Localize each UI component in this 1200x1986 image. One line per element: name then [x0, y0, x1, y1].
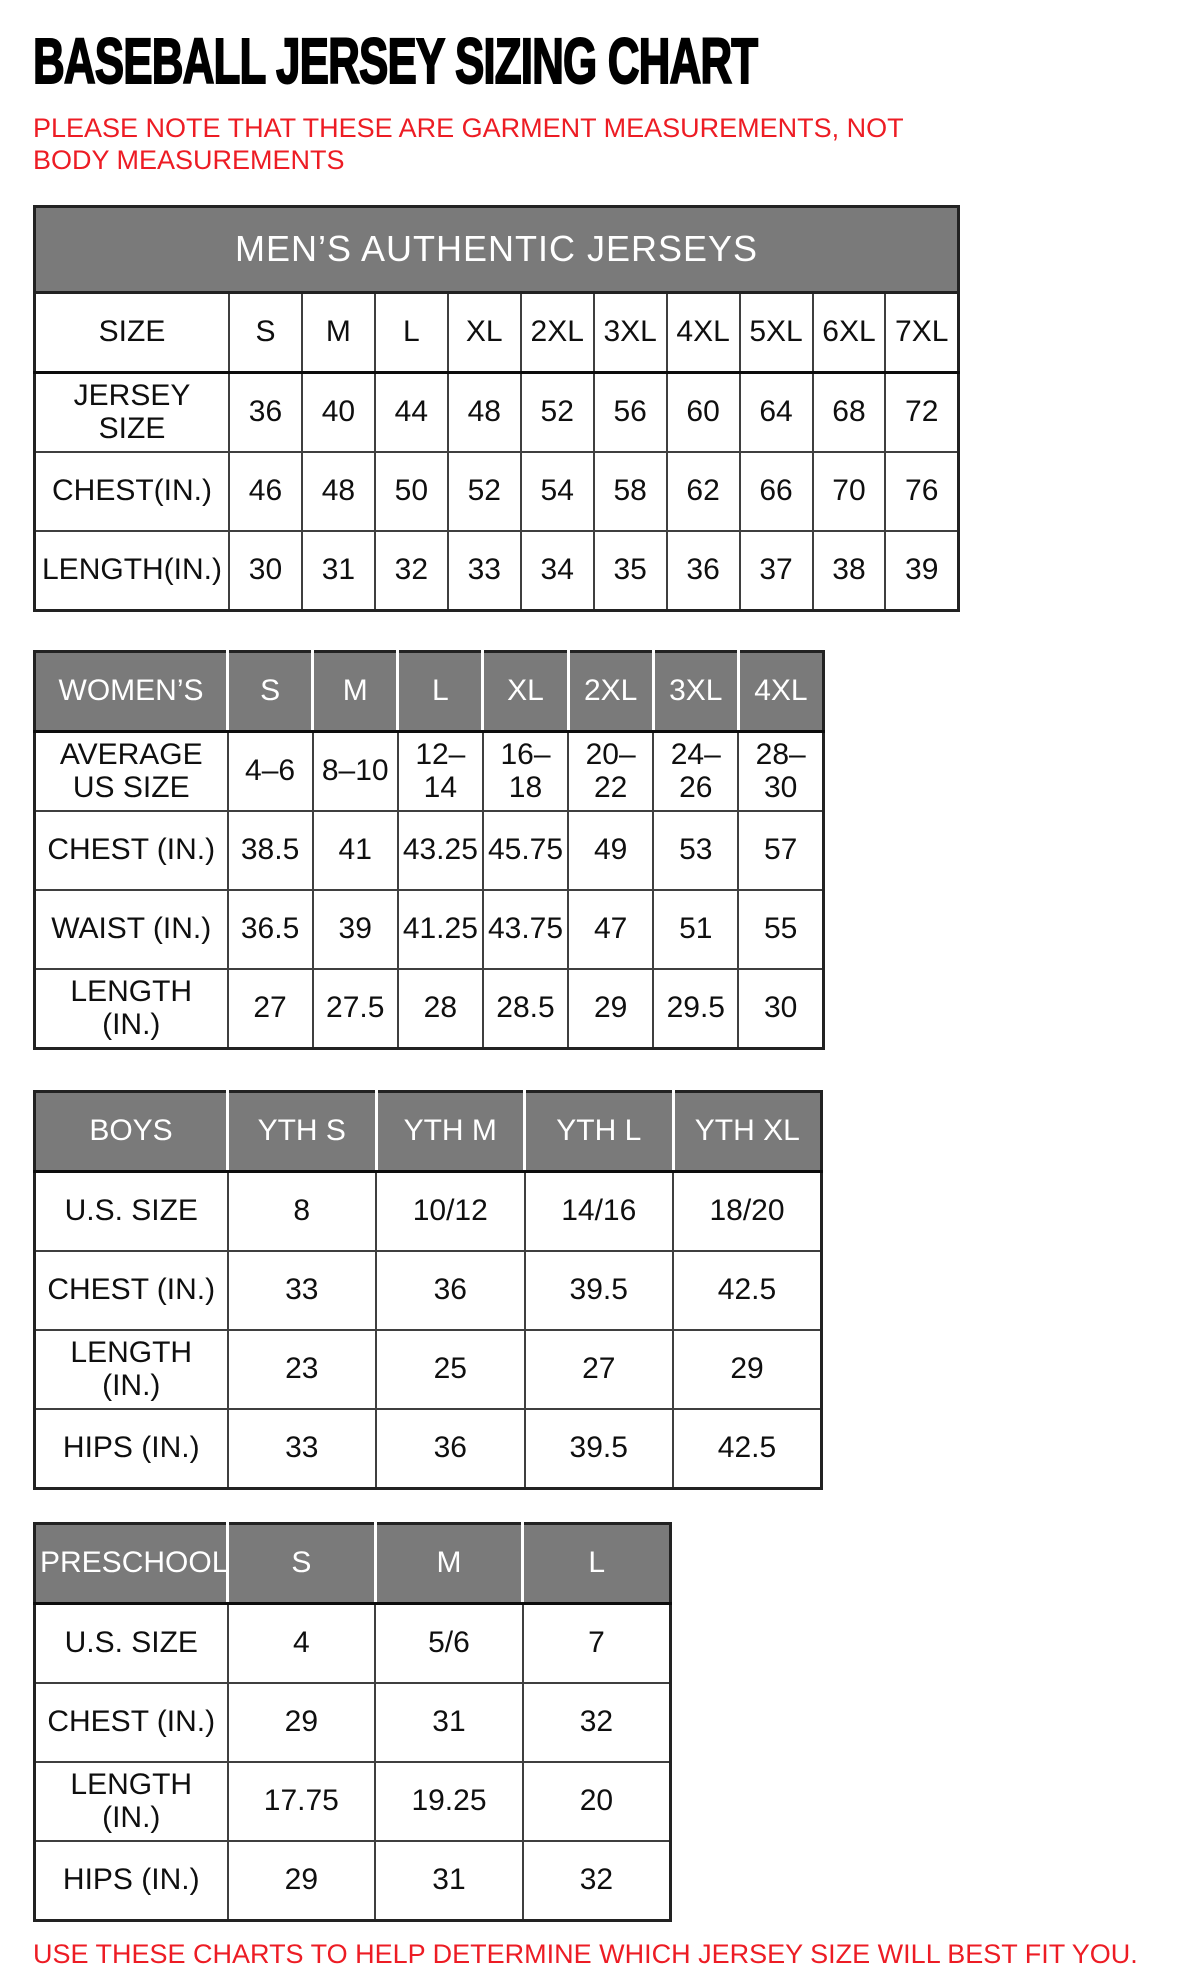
row-label-cell: CHEST (IN.) — [35, 811, 228, 890]
column-header-cell: YTH M — [376, 1091, 525, 1171]
size-value-cell: 28.5 — [483, 969, 568, 1049]
size-value-cell: 32 — [523, 1841, 671, 1921]
size-value-cell: 32 — [375, 531, 448, 611]
preschool-jerseys-section — [33, 1522, 672, 1922]
size-value-cell: 33 — [448, 531, 521, 611]
size-value-cell: 39.5 — [525, 1409, 674, 1489]
size-value-cell: 33 — [228, 1409, 377, 1489]
column-header-cell: YTH S — [228, 1091, 377, 1171]
size-value-cell: 62 — [667, 452, 740, 531]
size-value-cell: 31 — [375, 1683, 523, 1762]
mens-sizing-table — [33, 291, 960, 612]
size-value-cell: 29 — [228, 1683, 376, 1762]
table-row — [35, 1841, 671, 1921]
column-header-cell: L — [375, 292, 448, 372]
size-value-cell: 45.75 — [483, 811, 568, 890]
size-value-cell: 36.5 — [228, 890, 313, 969]
size-value-cell: 31 — [375, 1841, 523, 1921]
size-value-cell: 5/6 — [375, 1603, 523, 1683]
row-label-cell: LENGTH (IN.) — [35, 1762, 228, 1841]
column-header-cell: 4XL — [738, 651, 823, 731]
size-value-cell: 60 — [667, 372, 740, 452]
column-header-cell: 3XL — [653, 651, 738, 731]
size-value-cell: 32 — [523, 1683, 671, 1762]
size-value-cell: 12–14 — [398, 731, 483, 811]
column-header-cell: M — [313, 651, 398, 731]
boys-jerseys-section — [33, 1090, 823, 1490]
womens-sizing-table — [33, 650, 825, 1050]
size-value-cell: 53 — [653, 811, 738, 890]
column-header-cell: S — [228, 1523, 376, 1603]
size-value-cell: 38.5 — [228, 811, 313, 890]
row-label-cell: JERSEY SIZE — [35, 372, 230, 452]
header-row — [35, 1091, 822, 1171]
size-value-cell: 36 — [667, 531, 740, 611]
table-corner-label: BOYS — [35, 1091, 228, 1171]
column-header-cell: XL — [448, 292, 521, 372]
size-value-cell: 8–10 — [313, 731, 398, 811]
size-value-cell: 35 — [594, 531, 667, 611]
column-header-cell: YTH L — [525, 1091, 674, 1171]
row-label-cell: LENGTH(IN.) — [35, 531, 230, 611]
column-header-cell: L — [398, 651, 483, 731]
column-header-cell: 5XL — [740, 292, 813, 372]
row-label-cell: CHEST (IN.) — [35, 1683, 228, 1762]
table-row — [35, 1762, 671, 1841]
size-value-cell: 52 — [448, 452, 521, 531]
size-value-cell: 47 — [568, 890, 653, 969]
size-value-cell: 29.5 — [653, 969, 738, 1049]
size-value-cell: 52 — [521, 372, 594, 452]
table-row — [35, 531, 959, 611]
size-value-cell: 40 — [302, 372, 375, 452]
column-header-cell: XL — [483, 651, 568, 731]
size-value-cell: 70 — [813, 452, 886, 531]
preschool-sizing-table — [33, 1522, 672, 1922]
mens-section-banner: MEN’S AUTHENTIC JERSEYS — [33, 205, 960, 291]
row-label-cell: AVERAGE US SIZE — [35, 731, 228, 811]
size-value-cell: 4–6 — [228, 731, 313, 811]
table-row — [35, 1251, 822, 1330]
column-header-cell: 3XL — [594, 292, 667, 372]
header-row — [35, 292, 959, 372]
column-header-cell: 2XL — [568, 651, 653, 731]
table-row — [35, 1603, 671, 1683]
size-value-cell: 50 — [375, 452, 448, 531]
size-value-cell: 27.5 — [313, 969, 398, 1049]
header-row — [35, 651, 824, 731]
size-value-cell: 41 — [313, 811, 398, 890]
size-value-cell: 64 — [740, 372, 813, 452]
size-value-cell: 34 — [521, 531, 594, 611]
size-value-cell: 76 — [885, 452, 958, 531]
column-header-cell: 7XL — [885, 292, 958, 372]
table-row — [35, 452, 959, 531]
size-value-cell: 27 — [525, 1330, 674, 1409]
size-value-cell: 37 — [740, 531, 813, 611]
table-row — [35, 1683, 671, 1762]
size-value-cell: 23 — [228, 1330, 377, 1409]
size-value-cell: 39 — [313, 890, 398, 969]
column-header-cell: 6XL — [813, 292, 886, 372]
garment-measurements-note: PLEASE NOTE THAT THESE ARE GARMENT MEASUREMENTS, NOT BODY MEASUREMENTS — [33, 113, 904, 176]
column-header-cell: M — [375, 1523, 523, 1603]
size-value-cell: 30 — [229, 531, 302, 611]
header-row — [35, 1523, 671, 1603]
size-value-cell: 20–22 — [568, 731, 653, 811]
size-value-cell: 56 — [594, 372, 667, 452]
size-value-cell: 58 — [594, 452, 667, 531]
table-row — [35, 1409, 822, 1489]
size-value-cell: 54 — [521, 452, 594, 531]
size-value-cell: 39 — [885, 531, 958, 611]
table-row — [35, 1171, 822, 1251]
size-value-cell: 43.75 — [483, 890, 568, 969]
size-value-cell: 49 — [568, 811, 653, 890]
size-value-cell: 4 — [228, 1603, 376, 1683]
size-value-cell: 7 — [523, 1603, 671, 1683]
size-value-cell: 39.5 — [525, 1251, 674, 1330]
size-value-cell: 36 — [376, 1251, 525, 1330]
size-value-cell: 38 — [813, 531, 886, 611]
size-value-cell: 8 — [228, 1171, 377, 1251]
womens-jerseys-section — [33, 650, 825, 1050]
size-value-cell: 24–26 — [653, 731, 738, 811]
size-value-cell: 31 — [302, 531, 375, 611]
size-value-cell: 48 — [302, 452, 375, 531]
column-header-cell: M — [302, 292, 375, 372]
row-label-cell: U.S. SIZE — [35, 1171, 228, 1251]
usage-note: USE THESE CHARTS TO HELP DETERMINE WHICH JERSEY SIZE WILL BEST FIT YOU. — [33, 1938, 1138, 1969]
column-header-cell: S — [229, 292, 302, 372]
size-value-cell: 14/16 — [525, 1171, 674, 1251]
size-value-cell: 30 — [738, 969, 823, 1049]
boys-sizing-table — [33, 1090, 823, 1490]
row-label-cell: CHEST (IN.) — [35, 1251, 228, 1330]
size-value-cell: 48 — [448, 372, 521, 452]
table-corner-label: WOMEN’S — [35, 651, 228, 731]
table-row — [35, 969, 824, 1049]
column-header-cell: YTH XL — [673, 1091, 822, 1171]
row-label-cell: U.S. SIZE — [35, 1603, 228, 1683]
size-value-cell: 57 — [738, 811, 823, 890]
column-header-cell: 4XL — [667, 292, 740, 372]
column-header-cell: S — [228, 651, 313, 731]
size-value-cell: 55 — [738, 890, 823, 969]
table-row — [35, 890, 824, 969]
size-value-cell: 25 — [376, 1330, 525, 1409]
size-value-cell: 51 — [653, 890, 738, 969]
size-value-cell: 46 — [229, 452, 302, 531]
row-label-cell: WAIST (IN.) — [35, 890, 228, 969]
size-value-cell: 44 — [375, 372, 448, 452]
size-value-cell: 28–30 — [738, 731, 823, 811]
row-label-cell: LENGTH (IN.) — [35, 1330, 228, 1409]
size-value-cell: 66 — [740, 452, 813, 531]
size-value-cell: 18/20 — [673, 1171, 822, 1251]
table-corner-label: SIZE — [35, 292, 230, 372]
size-value-cell: 68 — [813, 372, 886, 452]
table-row — [35, 1330, 822, 1409]
row-label-cell: HIPS (IN.) — [35, 1841, 228, 1921]
size-value-cell: 42.5 — [673, 1251, 822, 1330]
size-value-cell: 36 — [229, 372, 302, 452]
row-label-cell: CHEST(IN.) — [35, 452, 230, 531]
size-value-cell: 28 — [398, 969, 483, 1049]
size-value-cell: 16–18 — [483, 731, 568, 811]
row-label-cell: HIPS (IN.) — [35, 1409, 228, 1489]
table-row — [35, 372, 959, 452]
size-value-cell: 43.25 — [398, 811, 483, 890]
size-value-cell: 36 — [376, 1409, 525, 1489]
table-corner-label: PRESCHOOL — [35, 1523, 228, 1603]
row-label-cell: LENGTH (IN.) — [35, 969, 228, 1049]
mens-jerseys-section — [33, 205, 960, 612]
size-value-cell: 72 — [885, 372, 958, 452]
size-value-cell: 20 — [523, 1762, 671, 1841]
size-value-cell: 19.25 — [375, 1762, 523, 1841]
table-row — [35, 811, 824, 890]
column-header-cell: L — [523, 1523, 671, 1603]
size-value-cell: 17.75 — [228, 1762, 376, 1841]
size-value-cell: 29 — [228, 1841, 376, 1921]
size-value-cell: 29 — [568, 969, 653, 1049]
size-value-cell: 33 — [228, 1251, 377, 1330]
column-header-cell: 2XL — [521, 292, 594, 372]
size-value-cell: 27 — [228, 969, 313, 1049]
table-row — [35, 731, 824, 811]
size-value-cell: 10/12 — [376, 1171, 525, 1251]
size-value-cell: 41.25 — [398, 890, 483, 969]
size-value-cell: 42.5 — [673, 1409, 822, 1489]
size-value-cell: 29 — [673, 1330, 822, 1409]
page-title: BASEBALL JERSEY SIZING CHART — [33, 25, 758, 97]
